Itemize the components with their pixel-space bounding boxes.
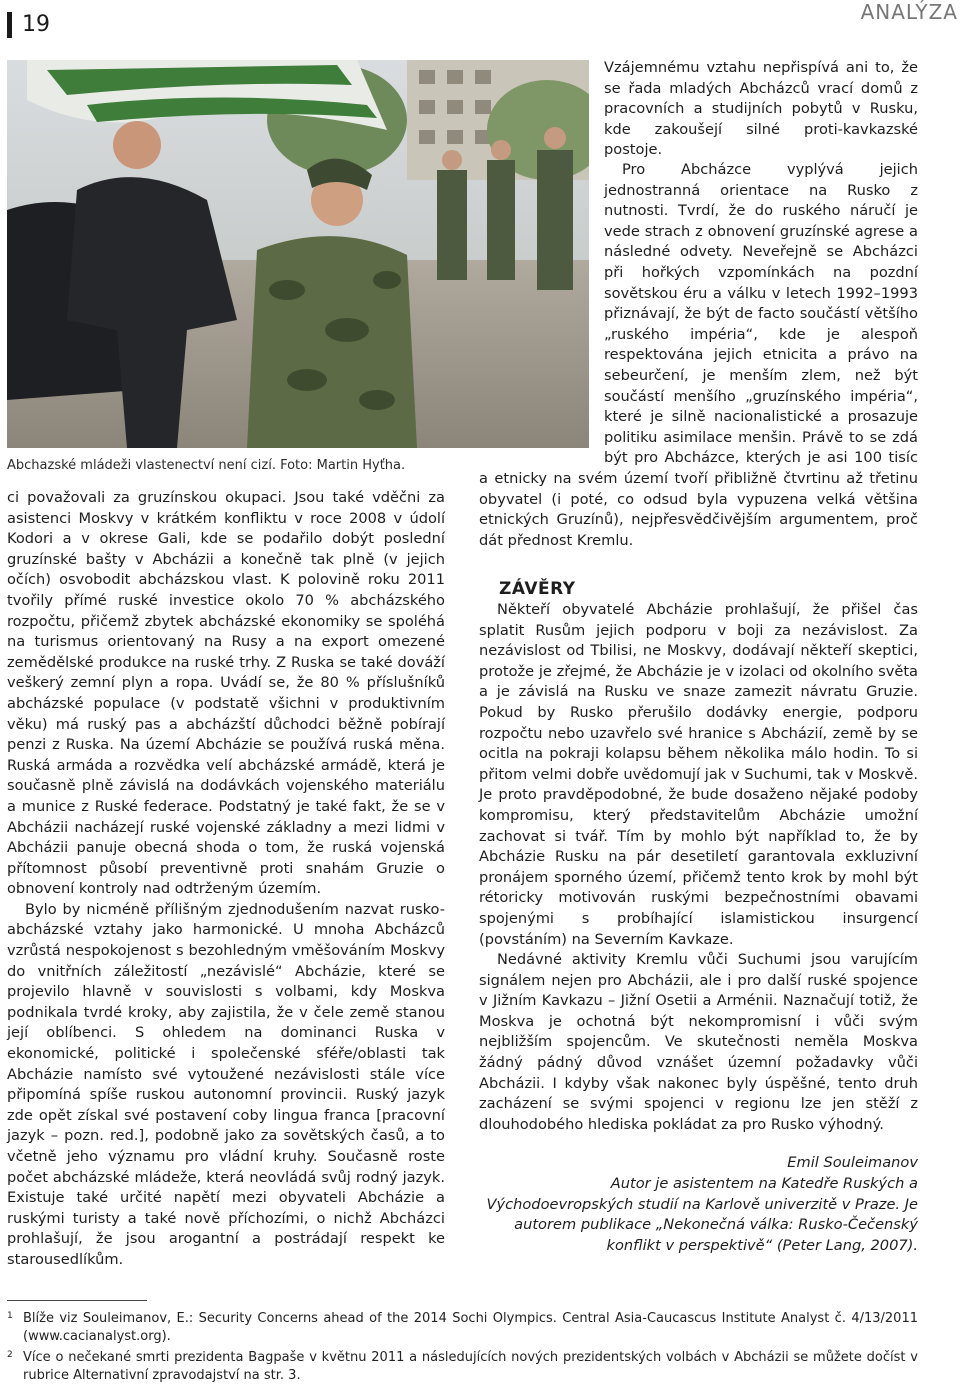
paragraph: Bylo by nicméně přílišným zjednodušením nazvat rusko-abcházské vztahy jako harmonické. U mnoha Abcházců vzrůstá nespokojenost s bezohledným vměšováním Moskvy do vnitřních záležitostí „nezávislé“ Abcházie, které se projevilo hlavně v souvislosti s volbami, kdy Moskva podnikala tvrdé kroky, aby zajistila, že v čele země stanou její oblíbenci. S ohledem na dominanci Ruska v ekonomické, politické i společenské sféře/oblasti tak Abcházie namísto své vytoužené nezávislosti stále více připomíná spíše ruskou autonomní provincii. Ruský jazyk zde opět získal své postavení coby lingua franca [pracovní jazyk – pozn. red.], podobně jako za sovětských časů, a to včetně jeho významu pro vládní kruhy. Současně roste počet abcházské mládeže, která neovládá svůj rodný jazyk. Existuje také určité napětí mezi obyvateli Abcházie a ruskými turisty a také nově příchozími, o nichž Abcházci prohlašují, že jsou arogantní a postrádají respekt ke starousedlíkům. (7, 900, 445, 1268)
footnote-text: Blíže viz Souleimanov, E.: Security Concerns ahead of the 2014 Sochi Olympics. Central Asia-Caucascus Institute Analyst č. 4/13/2011 (www.cacianalyst.org). (23, 1311, 918, 1344)
footnote-text: Více o nečekané smrti prezidenta Bagpaše v květnu 2011 a následujících nových prezidentských volbách v Abcházii se můžete dočíst v rubrice Alternativní zpravodajství na str. 3. (23, 1350, 918, 1383)
footnote-rule (7, 1300, 147, 1301)
paragraph: ci považovali za gruzínskou okupaci. Jsou také vděčni za asistenci Moskvy v krátkém konfliktu v roce 2008 v údolí Kodori a v okrese Gali, kde se podařilo dobýt poslední gruzínské bašty v Abcházii a konečně tak plně (v jejich očích) osvobodit abcházskou vlast. K polovině roku 2011 tvořily přímé ruské investice okolo 70 % abcházského rozpočtu, přičemž zbytek abcházské ekonomiky se spoléhá na turismus orientovaný na Rusy a na export omezené zemědělské produkce na ruské trhy. Z Ruska se také dováží veškerý zemní plyn a ropa. Uvádí se, že 80 % příslušníků abcházské populace (v podstatě všichni v produktivním věku) má ruský pas a abcházští důchodci běžně pobírají penzi z Ruska. Na území Abcházie se používá ruská měna. Ruská armáda a rozvědka velí abcházské armádě, která je současně plně závislá na dodávkách vojenského materiálu a munice z Ruské federace. Podstatný je také fakt, že se v Abcházii nacházejí ruské vojenské základny a mezi lidmi v Abcházii panuje obecná shoda o tom, že ruská vojenská přítomnost působí preventivně proti snahám Gruzie o obnovení kontroly nad odtrženým územím. (7, 489, 445, 898)
photo-caption: Abchazské mládeži vlastenectví není cizí. Foto: Martin Hyťha. (7, 458, 406, 473)
left-column (7, 488, 445, 1271)
author-name: Emil Souleimanov (787, 1154, 918, 1172)
author-block (479, 1153, 918, 1256)
paragraph: Vzájemnému vztahu nepřispívá ani to, že se řada mladých Abcházců vrací domů z pracovních a studijních pobytů v Rusku, kde zakoušejí silné proti-kavkazské postoje. (604, 59, 918, 159)
right-column-top (604, 58, 918, 161)
paragraph: Pro Abcházce vyplývá jejich jednostranná orientace na Rusko z nutnosti. Tvrdí, že do ruského náručí je vede strach z obnovení gruzínské agrese a následné odvety. Neveřejně se Abcházci při hořkých vzpomínkách na pozdní sovětskou éru a válku v letech 1992–1993 přiznávají, že být de facto součástí většího „ruského impéria“, kde je alespoň respektována jejich etnicita a právo na sebeurčení, je menším zlem, než být součástí menšího „gruzínského impéria“, které je silně nacionalistické a prosazuje politiku asimilace menšin. Právě to se zdá být pro Abcházce, kterých je asi 100 tisíc a etnicky na svém území tvoří přibližně čtvrtinu až třetinu obyvatel (i poté, co odsud byla vypuzena velká většina etnických Gruzínů), nejpřesvědčivějším argumentem, proč dát přednost Kremlu. (479, 161, 918, 549)
page-number: 19 (22, 12, 50, 37)
footnote-number: 2 (7, 1350, 13, 1360)
page-number-bar (7, 12, 12, 38)
paragraph: Někteří obyvatelé Abcházie prohlašují, že přišel čas splatit Rusům jejich podporu v boji za nezávislost. Za nezávislost od Tbilisi, ne Moskvy, dodávají někteří skeptici, protože je zřejmé, že Abcházie je v izolaci od okolního světa a je závislá na Rusku ve snaze zamezit návratu Gruzie. Pokud by Rusko přerušilo dodávky energie, podporu rozpočtu nebo uzavřelo své hranice s Abcházií, země by se ocitla na pokraji kolapsu během několika málo hodin. To si přitom velmi dobře uvědomují jak v Suchumi, tak v Moskvě. Je proto pravděpodobné, že bude dosaženo nějaké podoby kompromisu, který představitelům Abcházie umožní zachovat si tvář. Tím by mohlo být například to, že by Abcházie Rusku na pár desetiletí garantovala exkluzivní pronájem sporného území, přičemž tento krok by mohl být rétoricky motivován ruskými bezpečnostními obavami spojenými s probíhající islamistickou insurgencí (povstáním) na Severním Kavkaze. (479, 601, 918, 948)
wrap-spacer (479, 160, 604, 452)
paragraph: Nedávné aktivity Kremlu vůči Suchumi jsou varujícím signálem nejen pro Abcházii, ale i pro další ruské spojence v Jižním Kavkazu – Jižní Osetii a Arménii. Naznačují totiž, že Moskva je ochotná být nekompromisní i vůči svým nejbližším spojencům. Ve skutečnosti neměla Moskva žádný pádný důvod vznášet územní požadavky vůči Abcházii. I kdyby však nakonec byly úspěšné, tento druh zacházení se svými spojenci v regionu lze jen stěží z dlouhodobého hlediska pokládat za pro Rusko výhodný. (479, 951, 918, 1133)
right-column-wrap (479, 160, 918, 551)
footnotes (7, 1310, 918, 1388)
author-bio: Autor je asistentem na Katedře Ruských a Východoevropských studií na Karlově univerzitě v Praze. Je autorem publikace „Nekonečná válka: Rusko-Čečenský konflikt v perspektivě“ (Peter Lang, 2007). (486, 1175, 918, 1254)
footnote (7, 1310, 918, 1346)
section-label: ANALÝZA (860, 0, 958, 24)
conclusions-section (479, 578, 918, 1256)
footnote (7, 1349, 918, 1385)
footnote-number: 1 (7, 1311, 13, 1321)
section-heading: ZÁVĚRY (499, 579, 576, 599)
